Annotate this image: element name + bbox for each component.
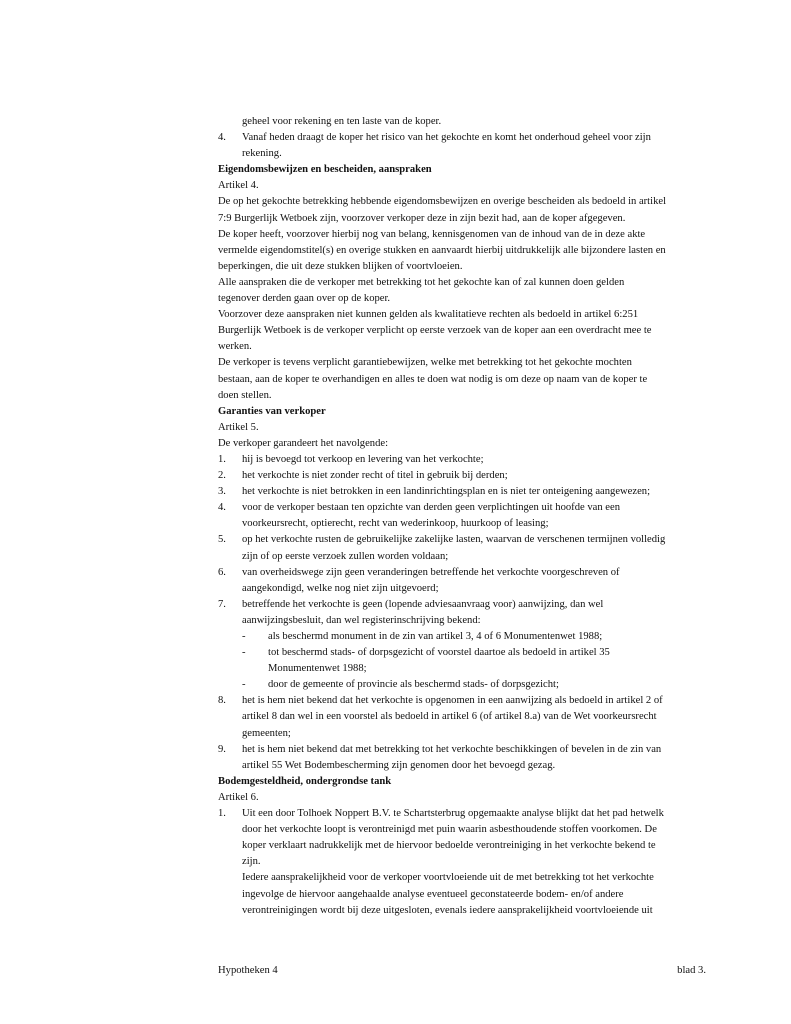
item-text: hij is bevoegd tot verkoop en levering van het verkochte;	[242, 453, 484, 465]
paragraph-line: Voorzover deze aanspraken niet kunnen gelden als kwalitatieve rechten als bedoeld in artikel 6:251	[218, 309, 639, 321]
dash-marker: -	[242, 679, 246, 691]
item-text: artikel 8 dan wel in een voorstel als bedoeld in artikel 6 (of artikel 8.a) van de Wet voorkeursrecht	[242, 711, 657, 723]
article-label: Artikel 4.	[218, 180, 259, 192]
item-text: aangekondigd, welke nog niet zijn uitgevoerd;	[242, 582, 439, 594]
paragraph-line: Burgerlijk Wetboek is de verkoper verplicht op eerste verzoek van de koper aan een overdracht mee te	[218, 325, 652, 337]
item-number: 5.	[218, 534, 226, 546]
item-text: zijn of op eerste verzoek zullen worden voldaan;	[242, 550, 449, 562]
item-number: 7.	[218, 598, 226, 610]
footer-page-number: blad 3.	[677, 965, 706, 976]
item-number: 3.	[218, 486, 226, 498]
list-item	[218, 452, 706, 468]
item-text: gemeenten;	[242, 727, 291, 739]
item-number: 4.	[218, 502, 226, 514]
list-item	[218, 806, 706, 919]
paragraph-line: De koper heeft, voorzover hierbij nog van belang, kennisgenomen van de inhoud van de in deze akte	[218, 228, 646, 240]
paragraph-line: 7:9 Burgerlijk Wetboek zijn, voorzover verkoper deze in zijn bezit had, aan de koper afgegeven.	[218, 212, 626, 224]
list-item	[218, 565, 706, 597]
section-heading: Bodemgesteldheid, ondergrondse tank	[218, 775, 392, 787]
list-item	[218, 468, 706, 484]
paragraph-line: werken.	[218, 341, 252, 353]
sub-item	[218, 645, 706, 661]
item-text: zijn.	[242, 856, 261, 868]
page-footer	[218, 963, 706, 979]
dash-marker: -	[242, 631, 246, 642]
list-item	[218, 500, 706, 532]
paragraph-line: De verkoper garandeert het navolgende:	[218, 437, 389, 449]
item-text: rekening.	[242, 148, 282, 160]
paragraph-line: bestaan, aan de koper te overhandigen en alles te doen wat nodig is om deze op naam van de koper te	[218, 373, 648, 385]
item-text: door het verkochte loopt is verontreinigd met puin waarin asbesthoudende stoffen voorkomen. De	[242, 824, 657, 836]
item-number: 8.	[218, 695, 226, 707]
sub-item-text: tot beschermd stads- of dorpsgezicht of voorstel daartoe als bedoeld in artikel 35	[268, 647, 610, 659]
item-text: voorkeursrecht, optierecht, recht van wederinkoop, huurkoop of leasing;	[242, 518, 549, 530]
item-text: betreffende het verkochte is geen (lopende adviesaanvraag voor) aanwijzing, dan wel	[242, 598, 604, 610]
item-text: van overheidswege zijn geen veranderingen betreffende het verkochte voorgeschreven of	[242, 566, 620, 578]
paragraph-line: De verkoper is tevens verplicht garantiebewijzen, welke met betrekking tot het gekochte mochten	[218, 357, 632, 369]
item-text: Uit een door Tolhoek Noppert B.V. te Schartsterbrug opgemaakte analyse blijkt dat het pad hetwelk	[242, 808, 664, 820]
item-text: koper verklaart nadrukkelijk met de hiervoor bedoelde verontreiniging in het verkochte bekend te	[242, 840, 656, 852]
list-item	[218, 130, 706, 162]
item-text: artikel 55 Wet Bodembescherming zijn genomen door het bevoegd gezag.	[242, 759, 556, 771]
item-number: 9.	[218, 743, 226, 755]
item-text: ingevolge de hiervoor aangehaalde analyse eventueel geconstateerde bodem- en/of andere	[242, 888, 624, 900]
article-label: Artikel 5.	[218, 421, 259, 433]
item-text: het verkochte is niet betrokken in een landinrichtingsplan en is niet ter onteigening aangewezen;	[242, 486, 651, 498]
paragraph-line: tegenover derden gaan over op de koper.	[218, 293, 391, 305]
item-number: 2.	[218, 470, 226, 482]
paragraph-line: vermelde eigendomstitel(s) en overige stukken en aanvaardt hierbij uitdrukkelijk alle bijzondere lasten en	[218, 244, 666, 256]
item-text: Vanaf heden draagt de koper het risico van het gekochte en komt het onderhoud geheel voor zijn	[242, 132, 651, 144]
list-item	[218, 484, 706, 500]
item-text: op het verkochte rusten de gebruikelijke zakelijke lasten, waarvan de verschenen termijnen volledig	[242, 534, 666, 546]
sub-item	[218, 677, 706, 693]
paragraph-line: Alle aanspraken die de verkoper met betrekking tot het gekochte kan of zal kunnen doen gelden	[218, 276, 625, 288]
dash-marker: -	[242, 647, 246, 659]
continued-line: geheel voor rekening en ten laste van de koper.	[242, 116, 442, 127]
item-text: Iedere aansprakelijkheid voor de verkoper voortvloeiende uit de met betrekking tot het verkochte	[242, 872, 654, 884]
item-text: het is hem niet bekend dat met betrekking tot het verkochte beschikkingen of bevelen in de zin van	[242, 743, 662, 755]
paragraph-line: De op het gekochte betrekking hebbende eigendomsbewijzen en overige bescheiden als bedoeld in artikel	[218, 196, 667, 208]
document-body	[218, 114, 706, 919]
section-heading: Garanties van verkoper	[218, 405, 326, 417]
item-number: 6.	[218, 566, 226, 578]
footer-document-name: Hypotheken 4	[218, 965, 278, 976]
paragraph-line: beperkingen, die uit deze stukken blijken of voortvloeien.	[218, 260, 463, 272]
item-text: verontreinigingen wordt bij deze uitgesloten, evenals iedere aansprakelijkheid voortvloeiende uit	[242, 904, 653, 916]
item-text: aanwijzingsbesluit, dan wel registerinschrijving bekend:	[242, 614, 481, 626]
item-text: voor de verkoper bestaan ten opzichte van derden geen verplichtingen uit hoofde van een	[242, 502, 620, 514]
sub-item-text: Monumentenwet 1988;	[268, 663, 367, 675]
sub-item-text: als beschermd monument in de zin van artikel 3, 4 of 6 Monumentenwet 1988;	[268, 631, 603, 642]
article-label: Artikel 6.	[218, 791, 259, 803]
item-number: 1.	[218, 808, 226, 820]
sub-item-text: door de gemeente of provincie als beschermd stads- of dorpsgezicht;	[268, 679, 559, 691]
item-text: het verkochte is niet zonder recht of titel in gebruik bij derden;	[242, 470, 508, 482]
item-text: het is hem niet bekend dat het verkochte is opgenomen in een aanwijzing als bedoeld in artikel 2 of	[242, 695, 663, 707]
list-item	[218, 597, 706, 694]
item-number: 1.	[218, 453, 226, 465]
sub-item	[218, 629, 706, 645]
list-item	[218, 693, 706, 741]
item-number: 4.	[218, 132, 226, 144]
paragraph-line: doen stellen.	[218, 389, 272, 401]
list-item	[218, 742, 706, 774]
list-item	[218, 532, 706, 564]
section-heading: Eigendomsbewijzen en bescheiden, aanspraken	[218, 164, 432, 176]
